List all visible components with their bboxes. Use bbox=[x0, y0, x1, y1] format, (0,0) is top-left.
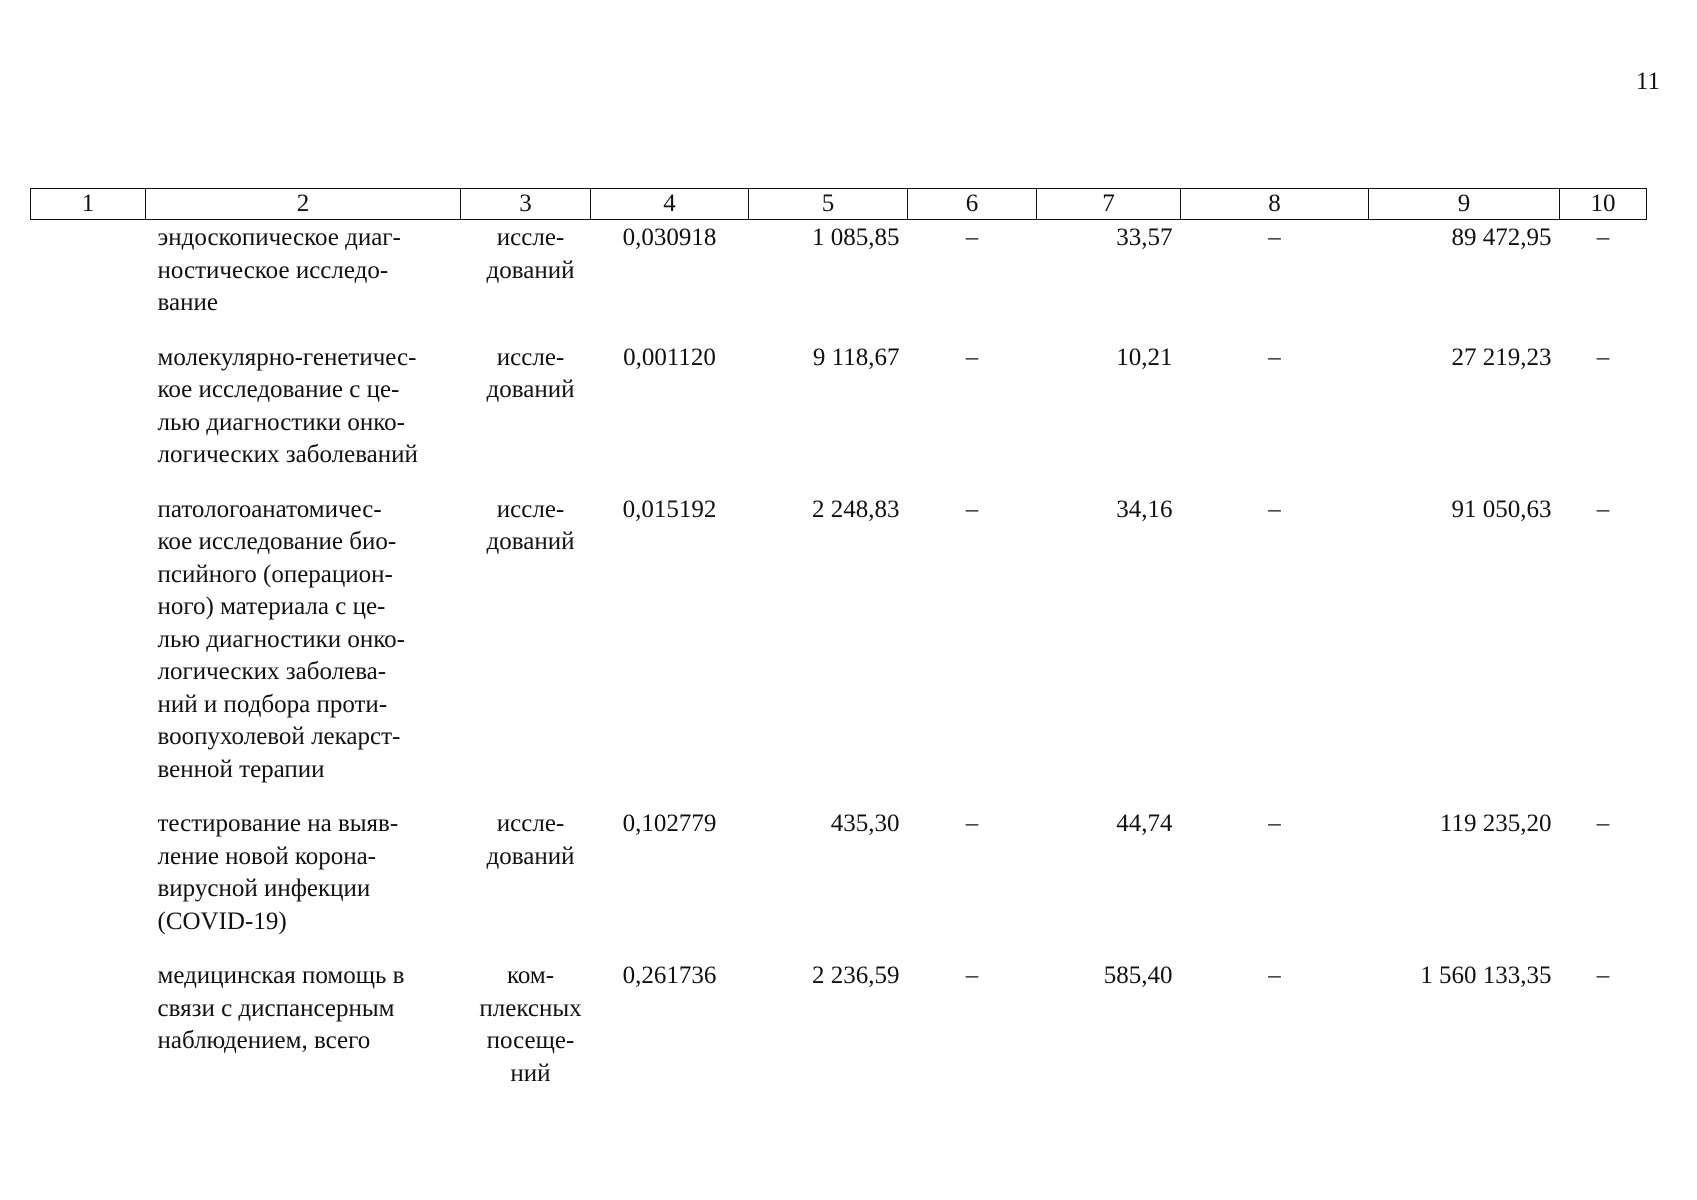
name-line: лью диагностики онко- bbox=[157, 625, 406, 653]
unit-line: дований bbox=[486, 528, 575, 555]
name-line: логических заболева- bbox=[157, 658, 387, 685]
value-col8: – bbox=[1268, 962, 1281, 989]
value-col4: 0,102779 bbox=[622, 810, 717, 837]
column-number-3: 3 bbox=[461, 189, 591, 220]
value-col8: – bbox=[1268, 224, 1281, 251]
cell-col1 bbox=[31, 960, 146, 1112]
name-line: патологоанатомичес- bbox=[157, 495, 382, 523]
value-col6: – bbox=[965, 962, 979, 989]
name-line: воопухолевой лекарст- bbox=[157, 723, 401, 750]
value-col9: 91 050,63 bbox=[1451, 495, 1552, 523]
name-line: вание bbox=[157, 289, 218, 316]
service-name bbox=[146, 342, 461, 494]
unit-line: иссле- bbox=[496, 495, 565, 523]
value-col6: – bbox=[965, 495, 979, 523]
value-col8: – bbox=[1268, 810, 1281, 837]
table-header bbox=[31, 189, 1647, 220]
name-line: псийного (операцион- bbox=[157, 560, 393, 588]
value-col6: – bbox=[965, 343, 979, 371]
unit-line: плексных bbox=[479, 994, 582, 1022]
unit-line: ний bbox=[510, 1059, 551, 1087]
cell-col1 bbox=[31, 342, 146, 494]
name-line: связи с диспансерным bbox=[157, 994, 395, 1022]
value-col10: – bbox=[1596, 810, 1610, 837]
page-number: 11 bbox=[1635, 68, 1660, 95]
value-col9: 1 560 133,35 bbox=[1420, 962, 1552, 989]
table-row bbox=[31, 808, 1647, 960]
column-number-9: 9 bbox=[1369, 189, 1560, 220]
unit bbox=[461, 494, 591, 809]
value-col4: 0,015192 bbox=[622, 495, 717, 523]
unit-line: ком- bbox=[506, 962, 555, 989]
table-body bbox=[31, 220, 1647, 1113]
unit-line: посеще- bbox=[486, 1027, 575, 1054]
table-row bbox=[31, 342, 1647, 494]
value-col9: 119 235,20 bbox=[1439, 810, 1552, 837]
unit bbox=[461, 960, 591, 1112]
value-col10: – bbox=[1596, 343, 1610, 371]
column-number-6: 6 bbox=[908, 189, 1037, 220]
value-col7: 10,21 bbox=[1116, 343, 1173, 371]
table-row bbox=[31, 960, 1647, 1112]
name-line: вирусной инфекции bbox=[157, 875, 371, 902]
value-col9: 89 472,95 bbox=[1451, 224, 1552, 251]
value-col9: 27 219,23 bbox=[1451, 343, 1552, 371]
value-col10: – bbox=[1596, 962, 1610, 989]
name-line: наблюдением, всего bbox=[157, 1027, 371, 1054]
service-name bbox=[146, 494, 461, 809]
unit-line: дований bbox=[486, 842, 575, 870]
name-line: (COVID-19) bbox=[157, 907, 287, 935]
name-line: кое исследование с це- bbox=[157, 376, 400, 403]
unit-line: иссле- bbox=[496, 343, 565, 371]
name-line: ного) материала с це- bbox=[157, 593, 386, 620]
unit-line: дований bbox=[486, 256, 575, 284]
name-line: тестирование на выяв- bbox=[157, 810, 399, 837]
table-row bbox=[31, 220, 1647, 342]
value-col6: – bbox=[965, 810, 979, 837]
column-number-7: 7 bbox=[1037, 189, 1181, 220]
cell-col1 bbox=[31, 494, 146, 809]
value-col7: 585,40 bbox=[1103, 962, 1173, 989]
value-col7: 44,74 bbox=[1116, 810, 1173, 837]
column-number-1: 1 bbox=[31, 189, 146, 220]
unit-line: иссле- bbox=[496, 810, 565, 837]
value-col5: 435,30 bbox=[830, 810, 900, 837]
service-name bbox=[146, 960, 461, 1112]
name-line: молекулярно-генетичес- bbox=[157, 343, 417, 371]
service-name bbox=[146, 808, 461, 960]
name-line: ление новой корона- bbox=[157, 842, 376, 870]
value-col4: 0,261736 bbox=[622, 962, 717, 989]
name-line: эндоскопическое диаг- bbox=[157, 224, 401, 251]
value-col6: – bbox=[965, 224, 979, 251]
name-line: ностическое исследо- bbox=[157, 256, 389, 284]
unit-line: дований bbox=[486, 376, 575, 403]
column-number-4: 4 bbox=[591, 189, 749, 220]
value-col8: – bbox=[1268, 495, 1281, 523]
value-col5: 2 236,59 bbox=[812, 962, 900, 989]
value-col5: 9 118,67 bbox=[812, 343, 900, 371]
tariff-table bbox=[30, 188, 1647, 1112]
cell-col1 bbox=[31, 808, 146, 960]
name-line: медицинская помощь в bbox=[157, 962, 405, 989]
unit-line: иссле- bbox=[496, 224, 565, 251]
value-col5: 1 085,85 bbox=[812, 224, 900, 251]
value-col10: – bbox=[1596, 495, 1610, 523]
unit bbox=[461, 808, 591, 960]
table-row bbox=[31, 494, 1647, 809]
value-col7: 33,57 bbox=[1116, 224, 1173, 251]
value-col10: – bbox=[1596, 224, 1610, 251]
name-line: логических заболеваний bbox=[157, 441, 418, 468]
unit bbox=[461, 220, 591, 342]
column-number-row bbox=[31, 189, 1647, 220]
cell-col1 bbox=[31, 220, 146, 342]
value-col8: – bbox=[1268, 343, 1281, 371]
value-col4: 0,001120 bbox=[623, 343, 716, 371]
column-number-10: 10 bbox=[1560, 189, 1647, 220]
name-line: лью диагностики онко- bbox=[157, 408, 406, 436]
value-col4: 0,030918 bbox=[622, 224, 717, 251]
name-line: венной терапии bbox=[157, 755, 325, 783]
unit bbox=[461, 342, 591, 494]
name-line: ний и подбора проти- bbox=[157, 690, 388, 718]
value-col5: 2 248,83 bbox=[812, 495, 900, 523]
service-name bbox=[146, 220, 461, 342]
column-number-8: 8 bbox=[1181, 189, 1369, 220]
name-line: кое исследование био- bbox=[157, 528, 397, 555]
value-col7: 34,16 bbox=[1116, 495, 1173, 523]
column-number-5: 5 bbox=[749, 189, 908, 220]
column-number-2: 2 bbox=[146, 189, 461, 220]
